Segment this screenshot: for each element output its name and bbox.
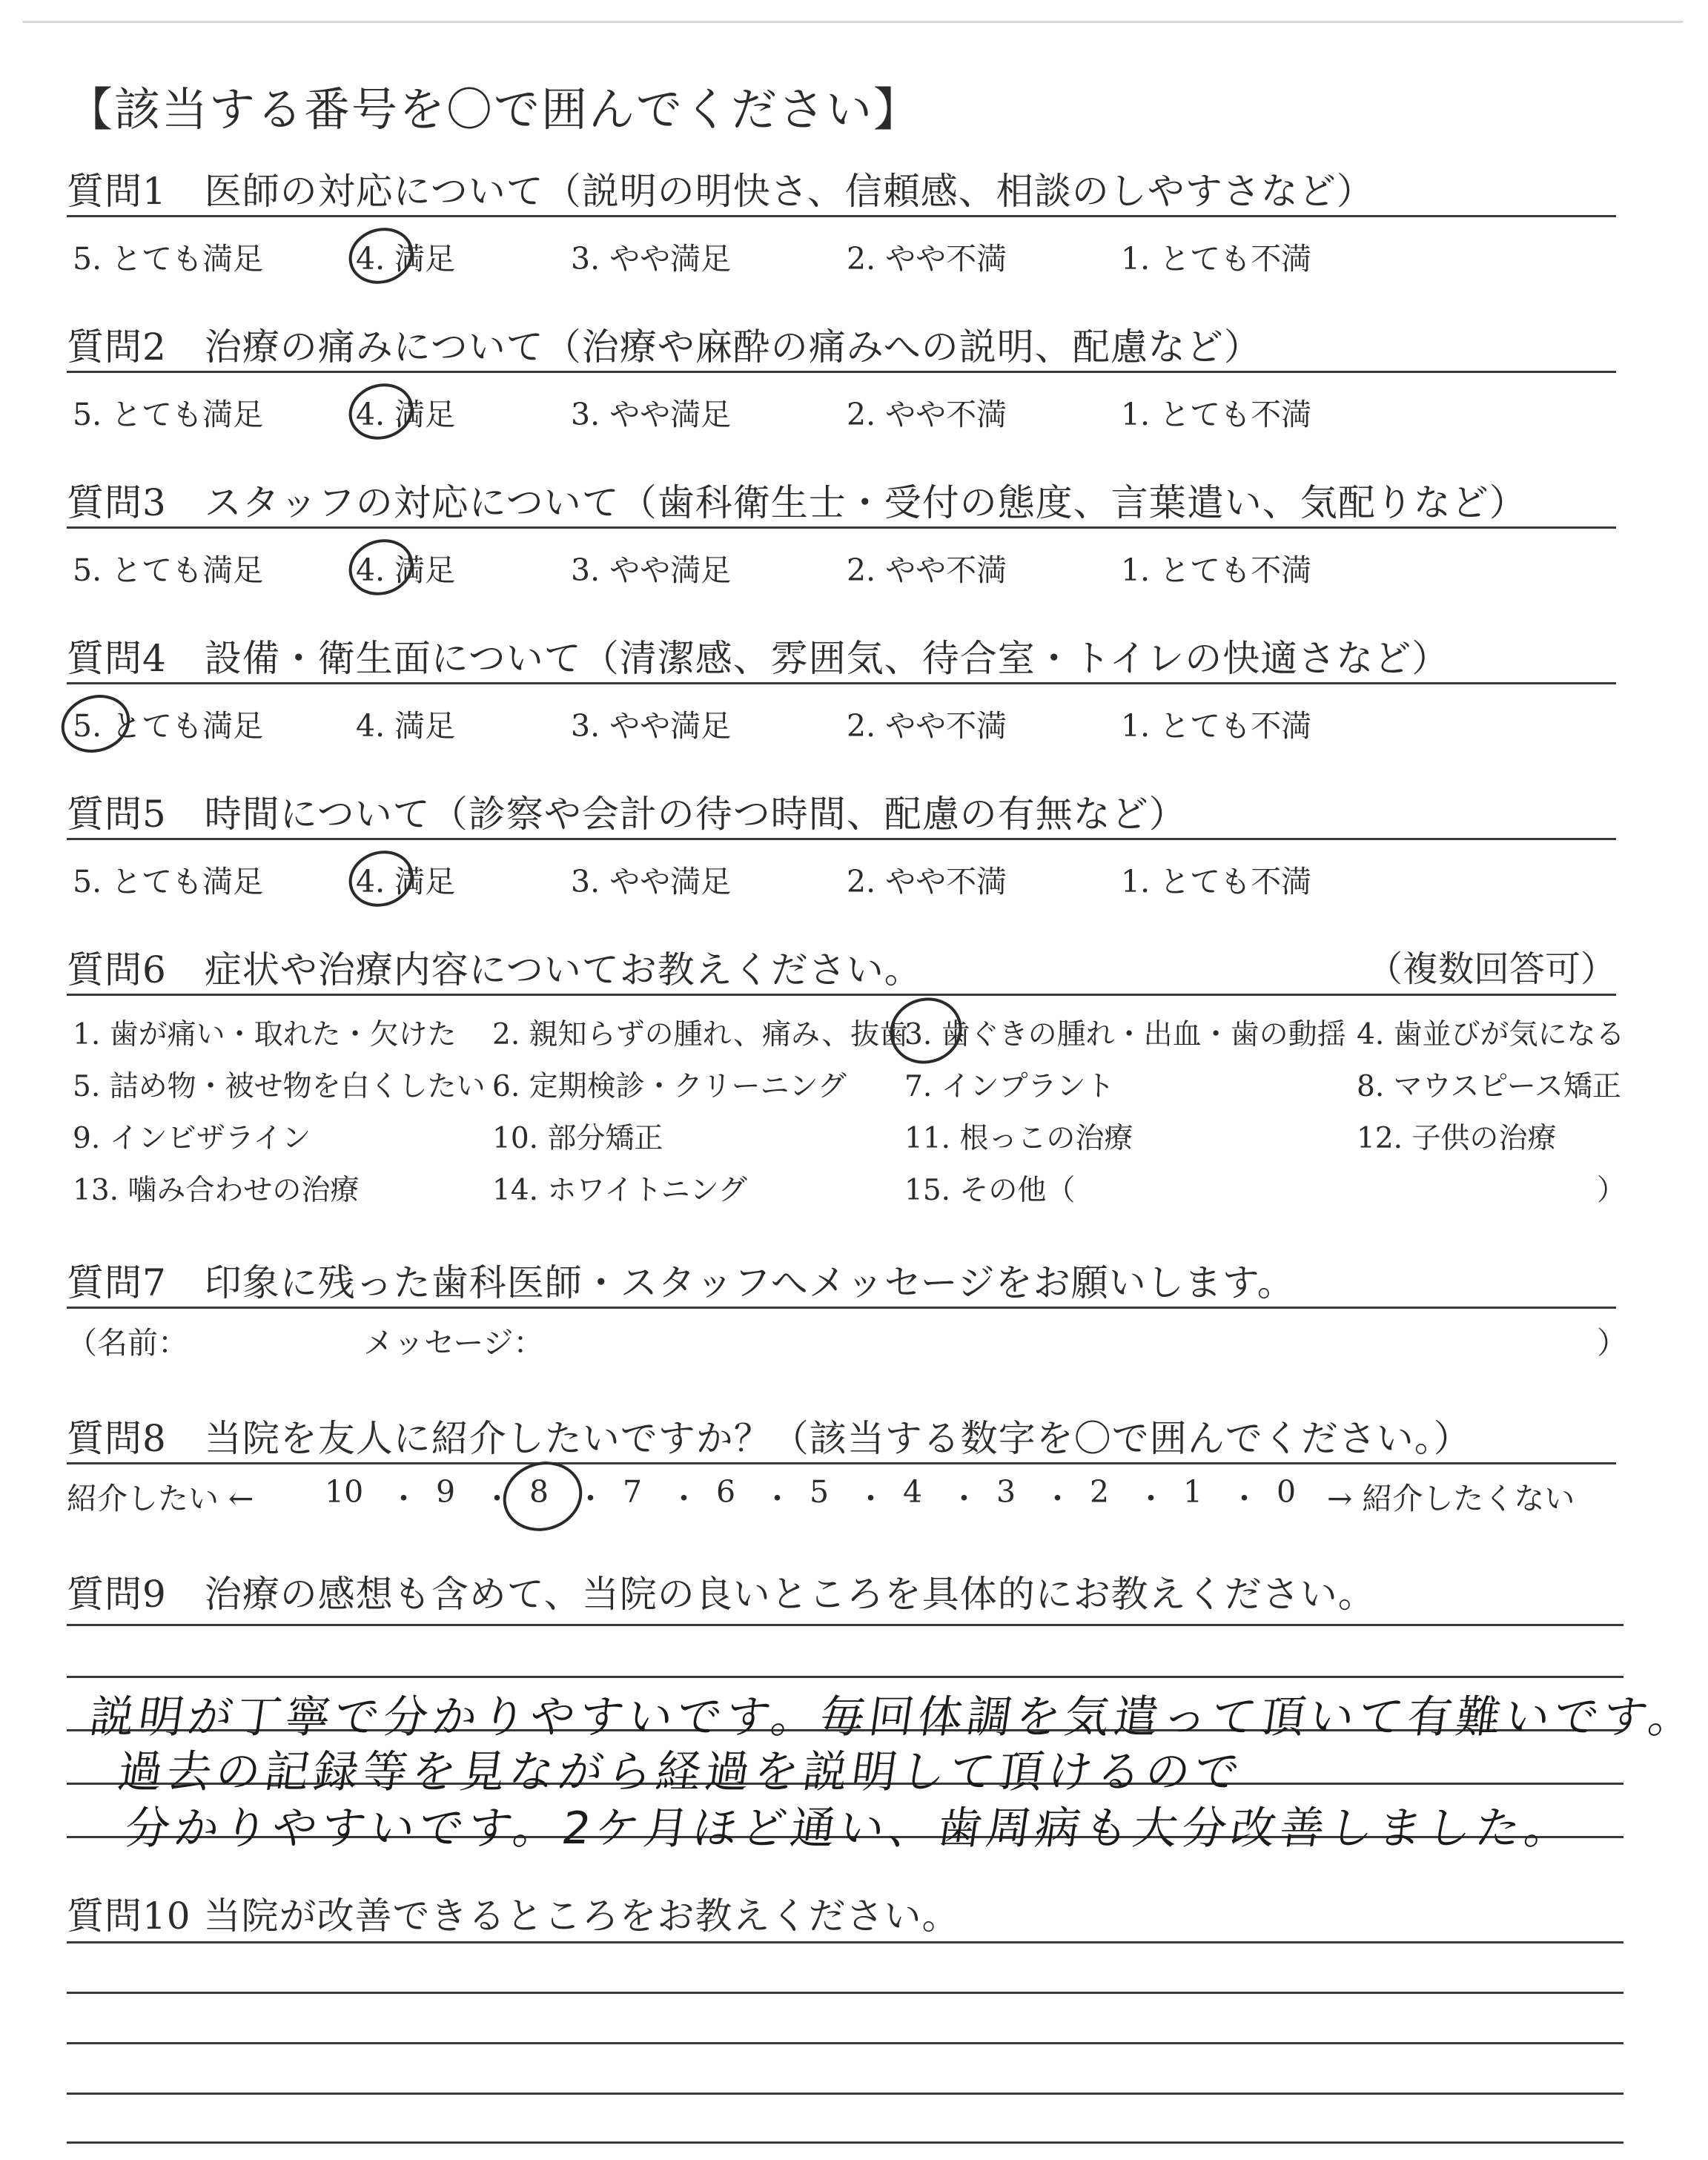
top-border xyxy=(22,21,1683,23)
q6-item-15[interactable]: 15. その他（ xyxy=(904,1174,1076,1207)
q8-scale-4[interactable]: 4 xyxy=(903,1474,923,1510)
q5-option-3[interactable]: 3. やや満足 xyxy=(571,864,732,899)
q2-option-1[interactable]: 1. とても不満 xyxy=(1121,397,1312,432)
q6-item-3[interactable]: 3. 歯ぐきの腫れ・出血・歯の動揺 xyxy=(904,1018,1346,1051)
q8-dot: ・ xyxy=(1229,1481,1260,1516)
q6-item-9[interactable]: 9. インビザライン xyxy=(73,1122,311,1155)
q4-option-1[interactable]: 1. とても不満 xyxy=(1121,708,1312,744)
q8-scale-7[interactable]: 7 xyxy=(623,1474,643,1510)
q8-scale-5[interactable]: 5 xyxy=(810,1474,830,1510)
question-6 xyxy=(67,940,1626,1207)
question-7-rule xyxy=(67,1307,1616,1309)
q6-item-14[interactable]: 14. ホワイトニング xyxy=(492,1174,747,1207)
q3-option-5[interactable]: 5. とても満足 xyxy=(73,552,264,588)
question-1-title: 質問1 医師の対応について（説明の明快さ、信頼感、相談のしやすさなど） xyxy=(67,170,1374,213)
question-10-title: 質問10 当院が改善できるところをお教えください。 xyxy=(67,1895,960,1938)
q8-scale-10[interactable]: 10 xyxy=(325,1474,364,1510)
question-1-rule xyxy=(67,215,1616,217)
question-1 xyxy=(67,162,1616,277)
q4-option-4[interactable]: 4. 満足 xyxy=(356,708,456,744)
q8-right-label: → 紹介したくない xyxy=(1327,1481,1575,1516)
q8-dot: ・ xyxy=(949,1481,979,1516)
q2-option-4[interactable]: 4. 満足 xyxy=(356,397,456,432)
q8-scale-1[interactable]: 1 xyxy=(1183,1474,1203,1510)
q5-option-4[interactable]: 4. 満足 xyxy=(356,864,456,899)
q3-option-4[interactable]: 4. 満足 xyxy=(356,552,456,588)
question-9 xyxy=(67,1565,1616,1618)
q6-item-2[interactable]: 2. 親知らずの腫れ、痛み、抜歯 xyxy=(492,1018,909,1051)
question-8-title: 質問8 当院を友人に紹介したいですか？（該当する数字を〇で囲んでください。） xyxy=(67,1417,1472,1460)
page-title: 【該当する番号を〇で囲んでください】 xyxy=(67,82,921,136)
q8-dot: ・ xyxy=(1042,1481,1073,1516)
q5-option-5[interactable]: 5. とても満足 xyxy=(73,864,264,899)
q2-option-2[interactable]: 2. やや不満 xyxy=(847,397,1007,432)
question-9-title: 質問9 治療の感想も含めて、当院の良いところを具体的にお教えください。 xyxy=(67,1573,1376,1616)
question-7-title: 質問7 印象に残った歯科医師・スタッフへメッセージをお願いします。 xyxy=(67,1261,1295,1304)
q8-scale-8[interactable]: 8 xyxy=(529,1474,549,1510)
question-8 xyxy=(67,1409,1616,1516)
q8-scale-2[interactable]: 2 xyxy=(1090,1474,1110,1510)
q8-scale-3[interactable]: 3 xyxy=(996,1474,1016,1510)
q4-option-5[interactable]: 5. とても満足 xyxy=(73,708,264,744)
q8-dot: ・ xyxy=(855,1481,886,1516)
question-2 xyxy=(67,317,1616,432)
q7-message-label: メッセージ： xyxy=(363,1325,544,1361)
question-4 xyxy=(67,629,1616,744)
q9-answer-line xyxy=(67,1624,1623,1626)
q6-item-7[interactable]: 7. インプラント xyxy=(904,1070,1115,1103)
q6-item-12[interactable]: 12. 子供の治療 xyxy=(1357,1122,1557,1155)
q8-scale-0[interactable]: 0 xyxy=(1277,1474,1297,1510)
q1-option-3[interactable]: 3. やや満足 xyxy=(571,241,732,277)
q1-option-5[interactable]: 5. とても満足 xyxy=(73,241,264,277)
q6-item-1[interactable]: 1. 歯が痛い・取れた・欠けた xyxy=(73,1018,457,1051)
question-2-rule xyxy=(67,371,1616,373)
question-3-rule xyxy=(67,526,1616,529)
q10-answer-line xyxy=(67,2093,1623,2095)
question-5-rule xyxy=(67,838,1616,840)
q1-option-4[interactable]: 4. 満足 xyxy=(356,241,456,277)
q6-item-15-close: ） xyxy=(1597,1174,1626,1207)
question-4-rule xyxy=(67,682,1616,684)
q3-option-3[interactable]: 3. やや満足 xyxy=(571,552,732,588)
q5-option-2[interactable]: 2. やや不満 xyxy=(847,864,1007,899)
q7-name-label: （名前： xyxy=(67,1325,188,1361)
q9-handwritten-line-2: 過去の記録等を見ながら経過を説明して頂けるので xyxy=(114,1746,1248,1798)
question-6-title: 質問6 症状や治療内容についてお教えください。 xyxy=(67,948,922,991)
q8-scale-9[interactable]: 9 xyxy=(436,1474,456,1510)
q9-handwritten-line-1: 説明が丁寧で分かりやすいです。毎回体調を気遣って頂いて有難いです。 xyxy=(86,1691,1701,1743)
q10-answer-line xyxy=(67,1941,1623,1943)
q8-dot: ・ xyxy=(1136,1481,1166,1516)
q6-item-5[interactable]: 5. 詰め物・被せ物を白くしたい xyxy=(73,1070,486,1103)
question-8-rule xyxy=(67,1462,1616,1464)
q6-item-11[interactable]: 11. 根っこの治療 xyxy=(904,1122,1133,1155)
q8-dot: ・ xyxy=(575,1481,606,1516)
q8-dot: ・ xyxy=(762,1481,792,1516)
q8-dot: ・ xyxy=(388,1481,419,1516)
question-7 xyxy=(67,1253,1627,1361)
q10-answer-line xyxy=(67,1992,1623,1994)
question-5-title: 質問5 時間について（診察や会計の待つ時間、配慮の有無など） xyxy=(67,793,1187,836)
q8-left-label: 紹介したい ← xyxy=(67,1481,254,1516)
q9-handwritten-line-3: 分かりやすいです。2ケ月ほど通い、歯周病も大分改善しました。 xyxy=(122,1803,1578,1855)
q2-option-5[interactable]: 5. とても満足 xyxy=(73,397,264,432)
q4-option-3[interactable]: 3. やや満足 xyxy=(571,708,732,744)
question-10 xyxy=(67,1886,1616,1940)
q6-item-6[interactable]: 6. 定期検診・クリーニング xyxy=(492,1070,847,1103)
question-6-note: （複数回答可） xyxy=(1366,948,1616,990)
q1-option-2[interactable]: 2. やや不満 xyxy=(847,241,1007,277)
q10-answer-line xyxy=(67,2141,1623,2144)
q8-scale-6[interactable]: 6 xyxy=(716,1474,736,1510)
q6-item-4[interactable]: 4. 歯並びが気になる xyxy=(1357,1018,1625,1051)
question-3-title: 質問3 スタッフの対応について（歯科衛生士・受付の態度、言葉遣い、気配りなど） xyxy=(67,481,1527,524)
question-6-rule xyxy=(67,994,1616,996)
q6-item-13[interactable]: 13. 噛み合わせの治療 xyxy=(73,1174,360,1207)
q10-answer-line xyxy=(67,2042,1623,2044)
q3-option-2[interactable]: 2. やや不満 xyxy=(847,552,1007,588)
question-2-title: 質問2 治療の痛みについて（治療や麻酔の痛みへの説明、配慮など） xyxy=(67,326,1262,369)
q3-option-1[interactable]: 1. とても不満 xyxy=(1121,552,1312,588)
question-5 xyxy=(67,785,1616,899)
question-3 xyxy=(67,473,1616,588)
q8-dot: ・ xyxy=(669,1481,699,1516)
q6-item-10[interactable]: 10. 部分矯正 xyxy=(492,1122,663,1155)
question-4-title: 質問4 設備・衛生面について（清潔感、雰囲気、待合室・トイレの快適さなど） xyxy=(67,637,1450,680)
q4-option-2[interactable]: 2. やや不満 xyxy=(847,708,1007,744)
q6-item-8[interactable]: 8. マウスピース矯正 xyxy=(1357,1070,1621,1103)
q1-option-1[interactable]: 1. とても不満 xyxy=(1121,241,1312,277)
q8-dot: ・ xyxy=(482,1481,512,1516)
q9-answer-line xyxy=(67,1676,1623,1678)
q5-option-1[interactable]: 1. とても不満 xyxy=(1121,864,1312,899)
q7-close-paren: ） xyxy=(1597,1325,1627,1361)
q2-option-3[interactable]: 3. やや満足 xyxy=(571,397,732,432)
